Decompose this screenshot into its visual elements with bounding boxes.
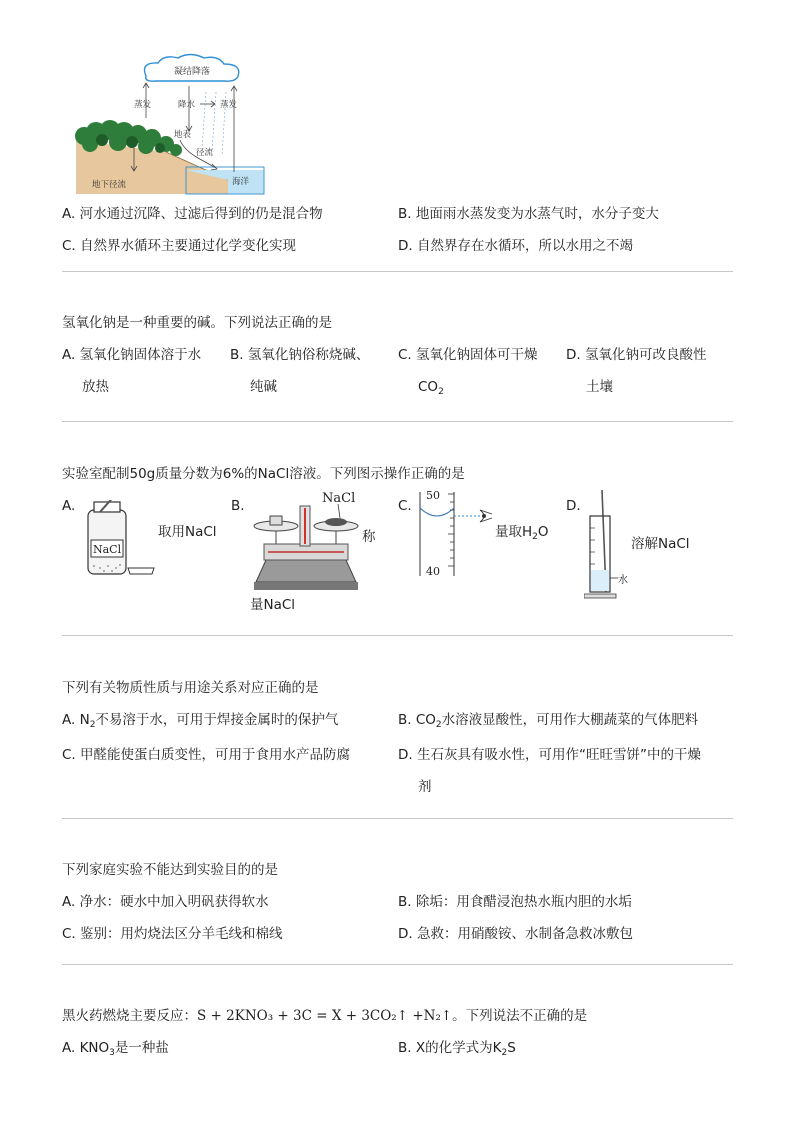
q5-option-d[interactable]: D. 急救：用硝酸铵、水制备急救冰敷包	[398, 926, 633, 942]
q6-option-a[interactable]: A. $KNO_3$是一种盐	[62, 1040, 169, 1058]
q2-option-d[interactable]: D. 氢氧化钠可改良酸性	[566, 347, 707, 363]
q2-option-d-cont: 土壤	[586, 379, 613, 395]
graduated-cylinder-figure	[414, 486, 498, 578]
q4-option-b[interactable]: B. $CO_2$水溶液显酸性，可用作大棚蔬菜的气体肥料	[398, 712, 699, 730]
q3-option-d-letter[interactable]: D.	[566, 498, 581, 514]
q4-stem: 下列有关物质性质与用途关系对应正确的是	[62, 680, 319, 696]
q2-option-c[interactable]: C. 氢氧化钠固体可干燥	[398, 347, 538, 363]
q3-option-a-text: 取用NaCl	[158, 524, 217, 540]
q1-option-d[interactable]: D. 自然界存在水循环，所以水用之不竭	[398, 238, 633, 254]
reaction-equation: S + 2KNO₃ + 3C = X + 3CO₂↑ +N₂↑	[197, 1008, 453, 1024]
balance-nacl-label: NaCl	[322, 491, 356, 506]
q1-option-a[interactable]: A. 河水通过沉降、过滤后得到的仍是混合物	[62, 206, 323, 222]
dissolve-cylinder-figure	[584, 488, 634, 600]
divider-5	[62, 964, 733, 965]
q3-option-b-side: 称	[362, 529, 376, 545]
q3-option-c-text: 量取$H_2O$	[495, 524, 549, 542]
q5-option-b[interactable]: B. 除垢：用食醋浸泡热水瓶内胆的水垢	[398, 894, 632, 910]
q5-option-c[interactable]: C. 鉴别：用灼烧法区分羊毛线和棉线	[62, 926, 283, 942]
q2-option-b[interactable]: B. 氢氧化钠俗称烧碱、	[230, 347, 370, 363]
water-label: 水	[618, 575, 628, 586]
ocean-label: 海洋	[232, 177, 250, 187]
q3-option-a-letter[interactable]: A.	[62, 498, 76, 514]
balance-figure	[250, 488, 362, 592]
q5-stem: 下列家庭实验不能达到实验目的的是	[62, 862, 278, 878]
q4-option-c[interactable]: C. 甲醛能使蛋白质变性，可用于食用水产品防腐	[62, 747, 351, 763]
evap-left-label: 蒸发	[134, 100, 152, 110]
q2-option-b-cont: 纯碱	[250, 379, 277, 395]
evap-right-label: 蒸发	[220, 100, 238, 110]
q4-option-d[interactable]: D. 生石灰具有吸水性，可用作“旺旺雪饼”中的干燥	[398, 747, 701, 763]
divider-4	[62, 818, 733, 819]
q6-stem: 黑火药燃烧主要反应：S + 2KNO₃ + 3C = X + 3CO₂↑ +N₂↑。下列说法不正确的是	[62, 1008, 588, 1024]
q6-option-b[interactable]: B. X的化学式为$K_2S$	[398, 1040, 516, 1058]
runoff-label: 径流	[196, 148, 214, 158]
q3-option-b-bottom: 量NaCl	[250, 597, 296, 613]
water-cycle-figure	[66, 52, 276, 197]
underground-label: 地下径流	[92, 180, 127, 190]
q3-option-b-letter[interactable]: B.	[231, 498, 245, 514]
cloud-label: 凝结降落	[174, 67, 211, 77]
q2-stem: 氢氧化钠是一种重要的碱。下列说法正确的是	[62, 315, 332, 331]
q4-option-a[interactable]: A. $N_2$不易溶于水，可用于焊接金属时的保护气	[62, 712, 339, 730]
q3-option-d-text: 溶解NaCl	[631, 536, 690, 552]
q2-option-c-cont: $CO_2$	[418, 379, 444, 397]
surface-label: 地表	[174, 130, 192, 140]
tick-40: 40	[426, 565, 440, 578]
tick-50: 50	[426, 489, 440, 502]
divider-2	[62, 421, 733, 422]
q1-option-b[interactable]: B. 地面雨水蒸发变为水蒸气时，水分子变大	[398, 206, 659, 222]
q3-stem: 实验室配制50g质量分数为6%的NaCl溶液。下列图示操作正确的是	[62, 466, 465, 482]
q1-option-c[interactable]: C. 自然界水循环主要通过化学变化实现	[62, 238, 297, 254]
bottle-label: NaCl	[93, 543, 122, 556]
q3-option-c-letter[interactable]: C.	[398, 498, 412, 514]
rain-label: 降水	[178, 100, 196, 110]
q5-option-a[interactable]: A. 净水：硬水中加入明矾获得软水	[62, 894, 269, 910]
reagent-bottle-figure	[78, 500, 162, 580]
q4-option-d-cont: 剂	[418, 779, 432, 795]
divider-3	[62, 635, 733, 636]
q2-option-a[interactable]: A. 氢氧化钠固体溶于水	[62, 347, 202, 363]
q2-option-a-cont: 放热	[82, 379, 109, 395]
divider-1	[62, 271, 733, 272]
